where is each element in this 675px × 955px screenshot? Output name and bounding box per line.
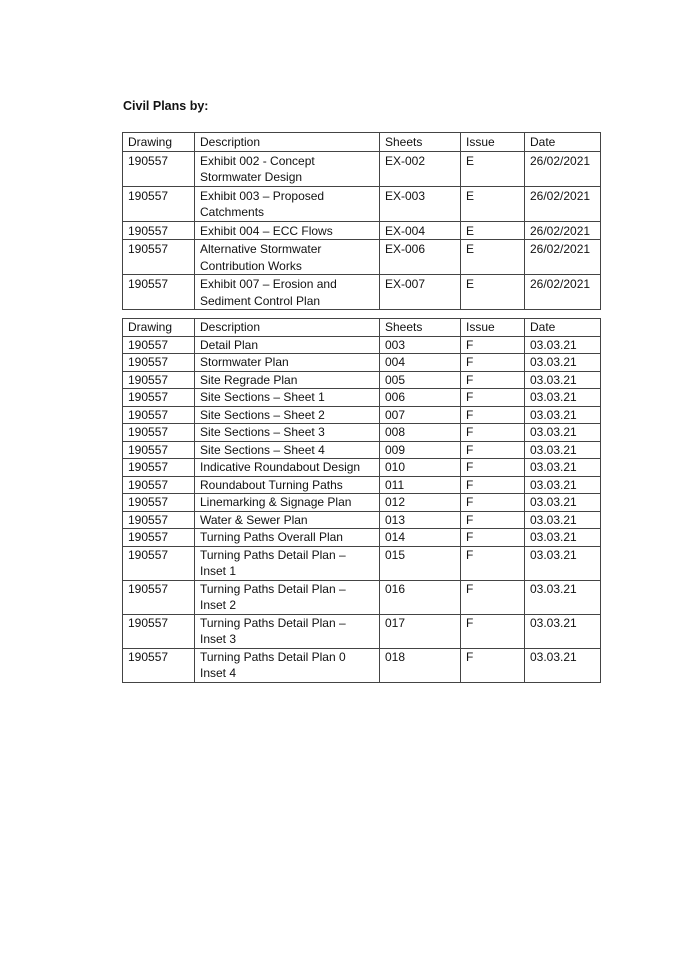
table-1-body — [123, 133, 601, 310]
column-header-description: Description — [195, 133, 380, 152]
cell-description: Exhibit 004 – ECC Flows — [195, 221, 380, 240]
table-2-body — [123, 319, 601, 683]
cell-drawing: 190557 — [123, 614, 195, 648]
cell-issue: F — [461, 336, 525, 354]
cell-date: 03.03.21 — [525, 511, 601, 529]
cell-description: Indicative Roundabout Design — [195, 459, 380, 477]
column-header-description: Description — [195, 319, 380, 337]
cell-description: Detail Plan — [195, 336, 380, 354]
cell-sheets: 018 — [380, 648, 461, 682]
cell-date: 26/02/2021 — [525, 240, 601, 275]
cell-sheets: 008 — [380, 424, 461, 442]
cell-date: 03.03.21 — [525, 441, 601, 459]
cell-drawing: 190557 — [123, 529, 195, 547]
table-row — [123, 354, 601, 372]
table-header-row — [123, 319, 601, 337]
cell-sheets: 016 — [380, 580, 461, 614]
cell-drawing: 190557 — [123, 336, 195, 354]
column-header-issue: Issue — [461, 133, 525, 152]
cell-description: Roundabout Turning Paths — [195, 476, 380, 494]
cell-description: Turning Paths Overall Plan — [195, 529, 380, 547]
cell-issue: E — [461, 186, 525, 221]
cell-sheets: 005 — [380, 371, 461, 389]
cell-drawing: 190557 — [123, 371, 195, 389]
cell-description: Stormwater Plan — [195, 354, 380, 372]
cell-issue: F — [461, 441, 525, 459]
cell-description: Turning Paths Detail Plan – Inset 2 — [195, 580, 380, 614]
civil-plans-table-2 — [122, 318, 601, 683]
cell-issue: F — [461, 354, 525, 372]
cell-sheets: 006 — [380, 389, 461, 407]
cell-date: 03.03.21 — [525, 424, 601, 442]
cell-issue: F — [461, 494, 525, 512]
cell-description: Water & Sewer Plan — [195, 511, 380, 529]
cell-sheets: 010 — [380, 459, 461, 477]
cell-drawing: 190557 — [123, 476, 195, 494]
table-row — [123, 406, 601, 424]
cell-date: 03.03.21 — [525, 614, 601, 648]
cell-date: 03.03.21 — [525, 389, 601, 407]
cell-issue: F — [461, 546, 525, 580]
cell-issue: F — [461, 406, 525, 424]
cell-date: 03.03.21 — [525, 476, 601, 494]
column-header-sheets: Sheets — [380, 319, 461, 337]
table-row — [123, 151, 601, 186]
cell-drawing: 190557 — [123, 186, 195, 221]
column-header-sheets: Sheets — [380, 133, 461, 152]
table-row — [123, 424, 601, 442]
cell-date: 03.03.21 — [525, 354, 601, 372]
cell-drawing: 190557 — [123, 151, 195, 186]
cell-description: Linemarking & Signage Plan — [195, 494, 380, 512]
cell-description: Exhibit 003 – Proposed Catchments — [195, 186, 380, 221]
cell-drawing: 190557 — [123, 275, 195, 310]
cell-date: 26/02/2021 — [525, 275, 601, 310]
cell-drawing: 190557 — [123, 459, 195, 477]
cell-issue: F — [461, 459, 525, 477]
cell-drawing: 190557 — [123, 580, 195, 614]
cell-issue: F — [461, 389, 525, 407]
table-row — [123, 221, 601, 240]
cell-drawing: 190557 — [123, 441, 195, 459]
cell-issue: F — [461, 511, 525, 529]
cell-description: Turning Paths Detail Plan – Inset 3 — [195, 614, 380, 648]
cell-description: Turning Paths Detail Plan 0 Inset 4 — [195, 648, 380, 682]
table-row — [123, 494, 601, 512]
cell-sheets: 013 — [380, 511, 461, 529]
cell-description: Alternative Stormwater Contribution Works — [195, 240, 380, 275]
cell-sheets: 007 — [380, 406, 461, 424]
cell-date: 03.03.21 — [525, 546, 601, 580]
cell-sheets: EX-006 — [380, 240, 461, 275]
column-header-date: Date — [525, 133, 601, 152]
cell-description: Site Regrade Plan — [195, 371, 380, 389]
table-header-row — [123, 133, 601, 152]
table-row — [123, 275, 601, 310]
cell-date: 03.03.21 — [525, 336, 601, 354]
cell-issue: E — [461, 240, 525, 275]
cell-date: 03.03.21 — [525, 529, 601, 547]
cell-sheets: 004 — [380, 354, 461, 372]
cell-date: 03.03.21 — [525, 648, 601, 682]
table-row — [123, 476, 601, 494]
cell-description: Site Sections – Sheet 1 — [195, 389, 380, 407]
cell-drawing: 190557 — [123, 648, 195, 682]
cell-description: Site Sections – Sheet 3 — [195, 424, 380, 442]
table-row — [123, 186, 601, 221]
page-heading: Civil Plans by: — [123, 99, 209, 113]
cell-date: 03.03.21 — [525, 494, 601, 512]
civil-plans-table-1 — [122, 132, 601, 310]
cell-date: 03.03.21 — [525, 371, 601, 389]
cell-sheets: 009 — [380, 441, 461, 459]
cell-drawing: 190557 — [123, 511, 195, 529]
cell-description: Turning Paths Detail Plan – Inset 1 — [195, 546, 380, 580]
cell-sheets: EX-002 — [380, 151, 461, 186]
column-header-drawing: Drawing — [123, 319, 195, 337]
table-row — [123, 441, 601, 459]
cell-issue: F — [461, 529, 525, 547]
cell-issue: F — [461, 371, 525, 389]
cell-issue: F — [461, 648, 525, 682]
cell-sheets: 003 — [380, 336, 461, 354]
cell-description: Site Sections – Sheet 2 — [195, 406, 380, 424]
cell-sheets: 011 — [380, 476, 461, 494]
cell-drawing: 190557 — [123, 406, 195, 424]
table-row — [123, 371, 601, 389]
table-row — [123, 336, 601, 354]
table-row — [123, 511, 601, 529]
cell-date: 26/02/2021 — [525, 221, 601, 240]
cell-date: 03.03.21 — [525, 406, 601, 424]
cell-drawing: 190557 — [123, 546, 195, 580]
cell-issue: F — [461, 476, 525, 494]
cell-issue: E — [461, 275, 525, 310]
table-row — [123, 580, 601, 614]
cell-sheets: EX-004 — [380, 221, 461, 240]
cell-sheets: 015 — [380, 546, 461, 580]
cell-description: Exhibit 007 – Erosion and Sediment Control Plan — [195, 275, 380, 310]
table-row — [123, 614, 601, 648]
cell-drawing: 190557 — [123, 389, 195, 407]
cell-drawing: 190557 — [123, 424, 195, 442]
cell-date: 03.03.21 — [525, 580, 601, 614]
table-row — [123, 648, 601, 682]
cell-sheets: 017 — [380, 614, 461, 648]
table-row — [123, 389, 601, 407]
cell-description: Site Sections – Sheet 4 — [195, 441, 380, 459]
cell-sheets: EX-003 — [380, 186, 461, 221]
cell-issue: F — [461, 614, 525, 648]
table-row — [123, 459, 601, 477]
cell-sheets: EX-007 — [380, 275, 461, 310]
table-row — [123, 529, 601, 547]
column-header-drawing: Drawing — [123, 133, 195, 152]
column-header-date: Date — [525, 319, 601, 337]
cell-sheets: 012 — [380, 494, 461, 512]
cell-drawing: 190557 — [123, 354, 195, 372]
cell-drawing: 190557 — [123, 221, 195, 240]
cell-issue: E — [461, 221, 525, 240]
column-header-issue: Issue — [461, 319, 525, 337]
cell-date: 26/02/2021 — [525, 151, 601, 186]
cell-description: Exhibit 002 - Concept Stormwater Design — [195, 151, 380, 186]
cell-issue: F — [461, 580, 525, 614]
cell-date: 03.03.21 — [525, 459, 601, 477]
cell-date: 26/02/2021 — [525, 186, 601, 221]
cell-drawing: 190557 — [123, 494, 195, 512]
table-row — [123, 546, 601, 580]
cell-sheets: 014 — [380, 529, 461, 547]
cell-drawing: 190557 — [123, 240, 195, 275]
cell-issue: F — [461, 424, 525, 442]
cell-issue: E — [461, 151, 525, 186]
table-row — [123, 240, 601, 275]
